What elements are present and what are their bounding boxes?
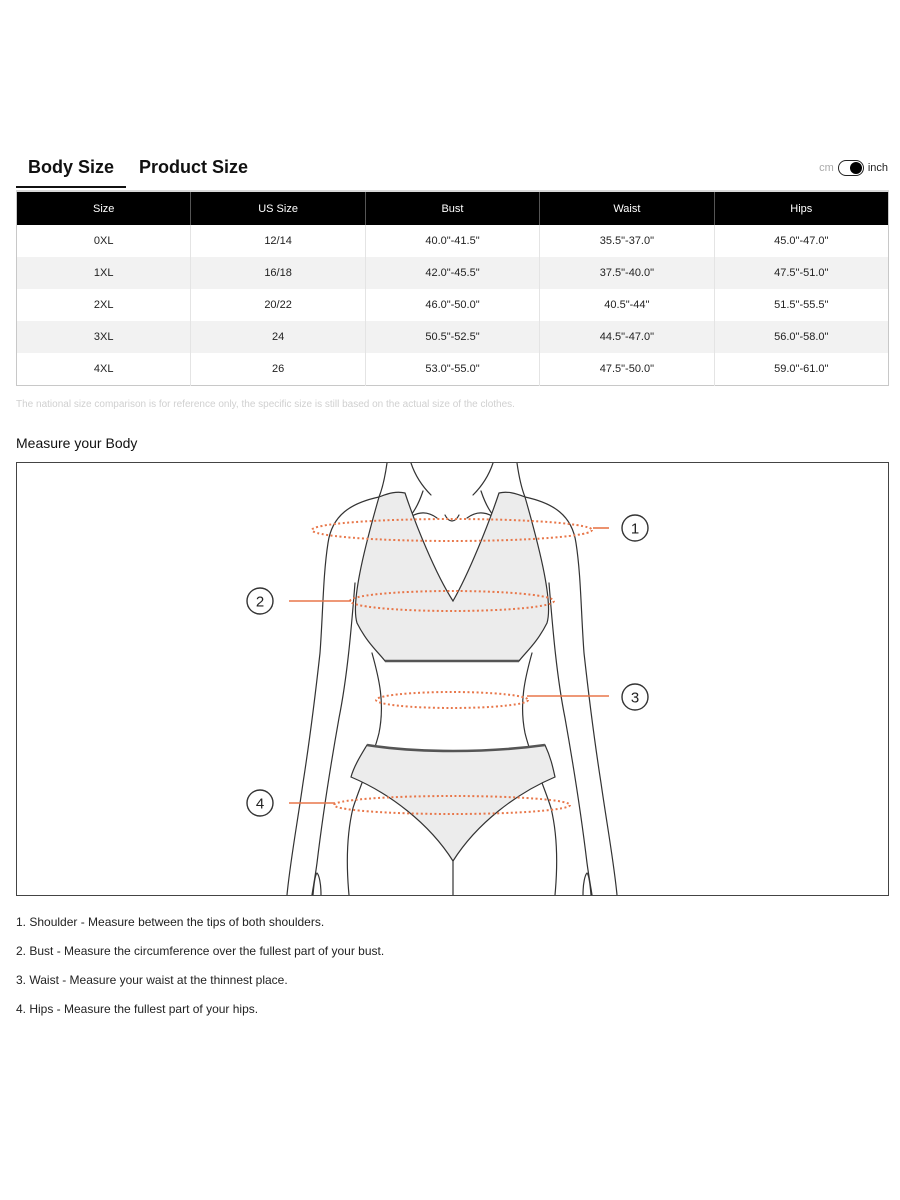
header-size: Size	[17, 191, 191, 225]
unit-switch[interactable]	[838, 160, 864, 176]
cell-bust: 53.0"-55.0"	[365, 353, 539, 385]
cell-us-size: 12/14	[191, 225, 365, 257]
reference-note: The national size comparison is for reference only, the specific size is still based on the actual size of the clothes.	[16, 399, 515, 410]
header-us-size: US Size	[191, 191, 365, 225]
table-row	[17, 289, 889, 321]
marker-4-label: 4	[255, 795, 265, 813]
table-row	[17, 225, 889, 257]
instruction-hips: 4. Hips - Measure the fullest part of your hips.	[16, 1002, 259, 1016]
waist-guide	[376, 692, 528, 708]
marker-3-label: 3	[630, 689, 640, 707]
measure-title: Measure your Body	[16, 435, 138, 451]
cell-size: 2XL	[17, 289, 191, 321]
instruction-bust: 2. Bust - Measure the circumference over the fullest part of your bust.	[16, 944, 385, 958]
cell-size: 1XL	[17, 257, 191, 289]
table-header-row	[17, 191, 889, 225]
size-tabs	[16, 150, 888, 190]
marker-2-label: 2	[255, 593, 265, 611]
briefs-shape	[351, 745, 555, 861]
cell-bust: 50.5"-52.5"	[365, 321, 539, 353]
cell-size: 0XL	[17, 225, 191, 257]
table-row	[17, 321, 889, 353]
cell-us-size: 16/18	[191, 257, 365, 289]
cell-bust: 46.0"-50.0"	[365, 289, 539, 321]
measure-instructions	[16, 914, 384, 1030]
bra-shape	[355, 492, 548, 661]
body-figure-svg	[17, 463, 888, 895]
unit-cm-label[interactable]: cm	[819, 162, 834, 174]
marker-2	[247, 588, 273, 614]
switch-knob	[850, 162, 862, 174]
instruction-shoulder: 1. Shoulder - Measure between the tips of both shoulders.	[16, 915, 325, 929]
cell-hips: 59.0"-61.0"	[774, 362, 829, 375]
tab-body-size[interactable]: Body Size	[16, 150, 126, 188]
marker-1-label: 1	[630, 520, 640, 538]
marker-4	[247, 790, 273, 816]
marker-3	[622, 684, 648, 710]
header-bust: Bust	[365, 191, 539, 225]
size-chart-table	[16, 190, 889, 386]
cell-waist: 47.5"-50.0"	[540, 353, 714, 385]
cell-us-size: 26	[191, 353, 365, 385]
table-row	[17, 353, 889, 385]
tab-product-size[interactable]: Product Size	[139, 157, 249, 177]
shoulder-guide	[312, 519, 592, 541]
cell-us-size: 20/22	[191, 289, 365, 321]
cell-waist: 44.5"-47.0"	[540, 321, 714, 353]
body-measure-illustration	[16, 462, 889, 896]
marker-1	[622, 515, 648, 541]
cell-hips: 51.5"-55.5"	[774, 299, 829, 311]
instruction-waist: 3. Waist - Measure your waist at the thinnest place.	[16, 973, 288, 987]
cell-hips: 56.0"-58.0"	[714, 321, 888, 353]
cell-size: 3XL	[17, 321, 191, 353]
cell-hips: 47.5"-51.0"	[714, 257, 888, 289]
cell-waist: 37.5"-40.0"	[540, 257, 714, 289]
unit-toggle[interactable]	[819, 158, 888, 178]
cell-size: 4XL	[17, 353, 191, 385]
cell-waist: 40.5"-44"	[540, 289, 714, 321]
cell-bust: 40.0"-41.5"	[365, 225, 539, 257]
cell-waist: 35.5"-37.0"	[540, 225, 714, 257]
header-hips: Hips	[714, 191, 888, 225]
header-waist: Waist	[540, 191, 714, 225]
cell-us-size: 24	[191, 321, 365, 353]
cell-bust: 42.0"-45.5"	[365, 257, 539, 289]
table-row	[17, 257, 889, 289]
unit-inch-label[interactable]: inch	[867, 162, 888, 174]
cell-hips: 45.0"-47.0"	[774, 235, 829, 247]
